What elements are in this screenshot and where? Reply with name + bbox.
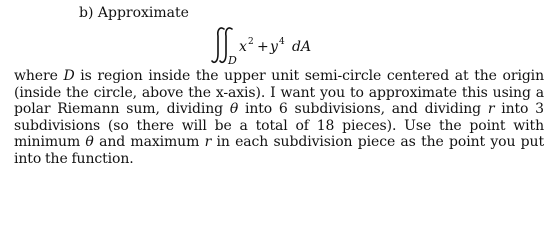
exponent-two: 2	[248, 37, 254, 47]
theta-variable: θ	[85, 134, 94, 151]
integrand-y: y	[270, 39, 278, 55]
problem-label: b) Approximate	[79, 5, 189, 21]
integrand-x: x	[239, 39, 247, 55]
text-segment: and maximum	[93, 134, 205, 151]
theta-variable: θ	[229, 101, 239, 118]
double-integral-formula	[210, 24, 360, 68]
problem-description	[14, 68, 544, 168]
r-variable: r	[487, 101, 495, 118]
r-variable: r	[204, 134, 212, 151]
exponent-four: 4	[279, 37, 285, 47]
text-segment: where	[14, 68, 64, 84]
plus-sign: +	[257, 39, 269, 55]
text-segment: in each subdivision piece as the point you put into the function.	[14, 134, 544, 167]
text-segment: is region inside the upper unit semi-circle centered at the origin (inside the circle, above the x-axis). I want you to approximate this using a polar Riemann sum, dividing	[14, 68, 544, 118]
text-segment: into 6 subdivisions, and dividing	[238, 101, 488, 118]
region-variable: D	[63, 68, 75, 84]
region-subscript: D	[228, 54, 237, 67]
differential-dA: dA	[292, 39, 312, 55]
text-segment: into 3 subdivisions (so there will be a total of 18 pieces). Use the point with minimum	[14, 101, 544, 151]
